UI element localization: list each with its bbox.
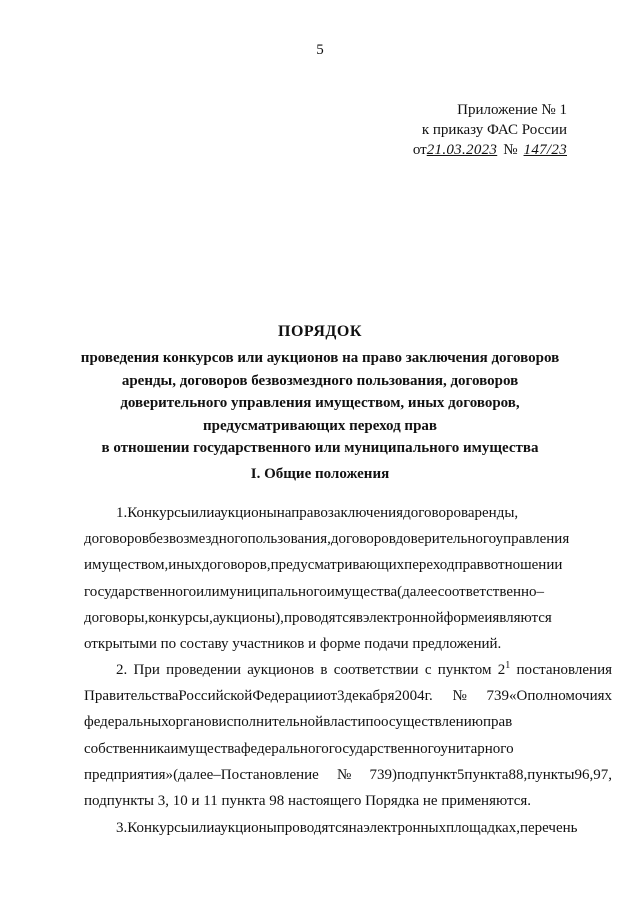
appendix-date: 21.03.2023	[426, 142, 498, 158]
document-subtitle	[80, 347, 560, 460]
page-number: 5	[316, 42, 324, 58]
paragraph-line: договоры,конкурсы,аукционы),проводятсявэлектроннойформеиявляются	[84, 609, 552, 626]
appendix-block	[367, 100, 567, 160]
appendix-order-ref: к приказу ФАС России	[421, 122, 567, 138]
paragraph-1	[84, 500, 612, 657]
subtitle-line: проведения конкурсов или аукционов на право заключения договоров	[80, 350, 560, 366]
paragraph-line: ПравительстваРоссийскойФедерацииот3декабря2004г.№739«Ополномочиях	[84, 688, 612, 705]
appendix-number-prefix: №	[503, 142, 518, 158]
appendix-title: Приложение № 1	[457, 102, 567, 118]
p2-line1-text: 2. При проведении аукционов в соответствии с пунктом 2	[116, 662, 506, 678]
subtitle-line: в отношении государственного или муниципального имущества	[101, 440, 539, 456]
paragraph-line: договоровбезвозмездногопользования,договоровдоверительногоуправления	[84, 531, 570, 548]
paragraph-line: предприятия»(далее–Постановление№739)подпункт5пункта88,пункты96,97,	[84, 766, 612, 783]
paragraph-line: собственникаимуществафедеральногогосударственногоунитарного	[84, 740, 514, 757]
paragraph-line: федеральныхоргановисполнительнойвластипоосуществлениюправ	[84, 714, 513, 731]
appendix-date-number	[367, 140, 567, 160]
subtitle-line: предусматривающих переход прав	[202, 417, 438, 434]
document-title: ПОРЯДОК	[278, 323, 362, 340]
paragraph-3	[84, 815, 612, 841]
paragraph-2	[84, 657, 612, 814]
p2-line1-tail: постановления	[510, 662, 612, 678]
appendix-number: 147/23	[523, 142, 567, 158]
section-heading: I. Общие положения	[250, 466, 390, 482]
paragraph-line: подпункты 3, 10 и 11 пункта 98 настоящего Порядка не применяются.	[84, 793, 532, 810]
paragraph-line	[84, 657, 612, 683]
subtitle-line: аренды, договоров безвозмездного пользования, договоров	[121, 372, 519, 389]
appendix-from-prefix: от	[412, 142, 427, 158]
paragraph-line: государственногоилимуниципальногоимущества(далеесоответственно–	[84, 583, 545, 600]
paragraph-line: 1.Конкурсыилиаукционынаправозаключениядоговороваренды,	[116, 505, 519, 521]
paragraph-line: имуществом,иныхдоговоров,предусматривающихпереходправвотношении	[84, 557, 563, 574]
paragraph-line: открытыми по составу участников и форме подачи предложений.	[84, 636, 502, 653]
footnote-superscript: 1	[505, 660, 511, 671]
paragraph-line: 3.Конкурсыилиаукционыпроводятсянаэлектронныхплощадках,перечень	[116, 820, 578, 836]
subtitle-line: доверительного управления имуществом, иных договоров,	[120, 395, 520, 411]
